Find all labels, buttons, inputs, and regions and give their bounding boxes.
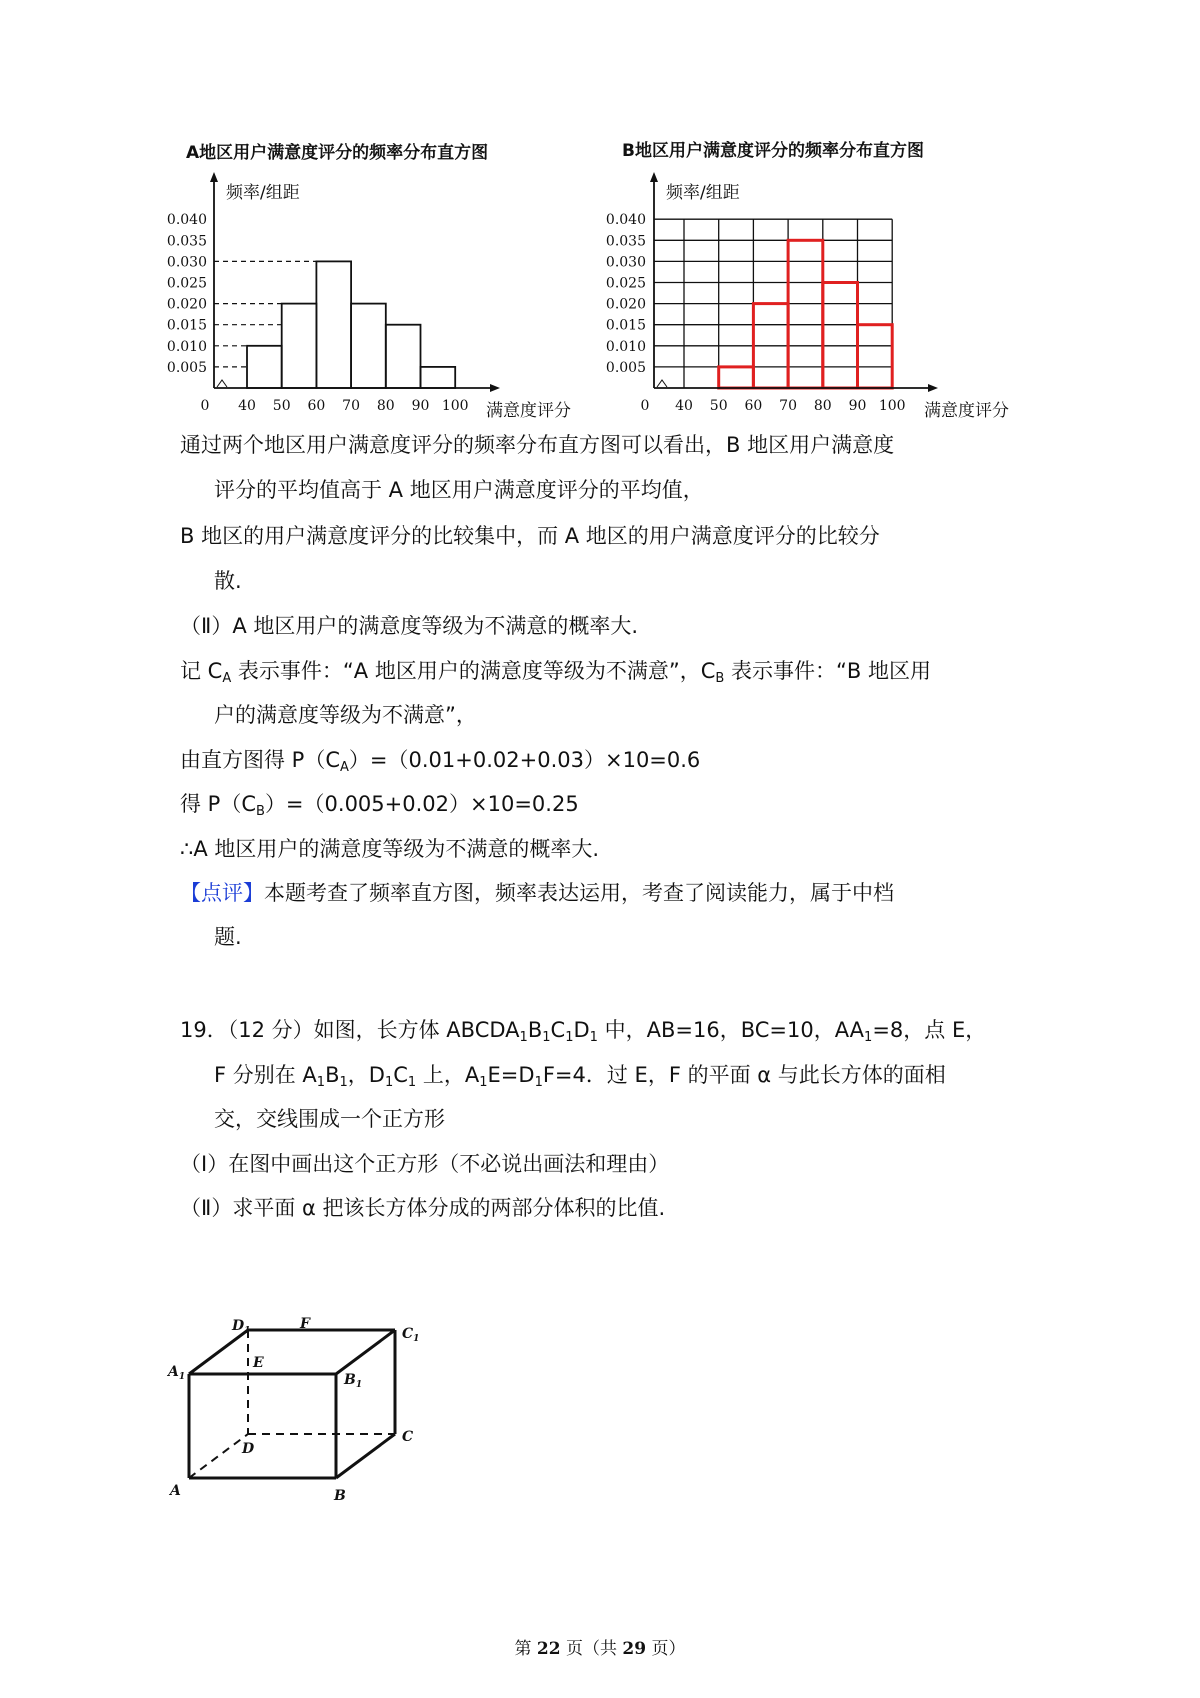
y-tick-label: 0.025 — [605, 275, 646, 292]
y-tick-label: 0.040 — [166, 212, 207, 229]
question-19-part-2: （Ⅱ）求平面 α 把该长方体分成的两部分体积的比值. — [180, 1196, 666, 1220]
cuboid-figure — [168, 1316, 436, 1524]
text-run: B — [527, 1018, 543, 1042]
subscript: 1 — [565, 1030, 574, 1045]
text-run: 由直方图得 P（C — [180, 748, 341, 772]
comment-tag: 【点评】 — [180, 881, 264, 905]
subscript: 1 — [407, 1075, 417, 1090]
y-tick-label: 0.035 — [166, 233, 207, 250]
histogram-bar — [351, 304, 386, 388]
question-19-line — [180, 1015, 986, 1045]
vertex-label-d: D — [242, 1441, 255, 1457]
current-page: 22 — [536, 1639, 561, 1659]
x-tick-label: 40 — [675, 398, 693, 414]
text-run: =8，点 E， — [872, 1018, 987, 1042]
y-tick-label: 0.005 — [605, 359, 646, 376]
x-tick-label: 70 — [342, 398, 361, 414]
paragraph-line: （Ⅱ）A 地区用户的满意度等级为不满意的概率大. — [180, 614, 639, 638]
vertex-label-d1: $D_1$ — [232, 1318, 251, 1336]
histogram-a-svg — [150, 140, 600, 430]
y-axis-arrow — [650, 172, 658, 182]
x-tick-label: 0 — [200, 398, 210, 414]
text-run: 本题考查了频率直方图，频率表达运用，考查了阅读能力，属于中档 — [264, 881, 894, 905]
x-tick-label: 40 — [238, 398, 256, 414]
edge-b1c1 — [336, 1330, 395, 1374]
vertex-label-c: C — [402, 1429, 414, 1445]
y-axis-label: 频率/组距 — [666, 183, 740, 203]
x-tick-label: 50 — [709, 398, 728, 414]
paragraph-line: B 地区的用户满意度评分的比较集中，而 A 地区的用户满意度评分的比较分 — [180, 524, 880, 548]
total-pages: 29 — [622, 1639, 647, 1659]
x-tick-label: 100 — [878, 398, 906, 414]
point-label-e: E — [253, 1355, 264, 1371]
x-axis-label: 满意度评分 — [486, 401, 571, 421]
y-axis-arrow — [210, 172, 218, 182]
text-run: 记 C — [180, 659, 223, 683]
formula-line — [180, 745, 700, 775]
y-tick-label: 0.005 — [166, 359, 207, 376]
footer-text: 页） — [646, 1639, 686, 1659]
x-tick-label: 60 — [307, 398, 326, 414]
text-run: 得 P（C — [180, 792, 257, 816]
formula-line — [180, 789, 579, 819]
subscript: A — [222, 671, 232, 686]
chart-title: A地区用户满意度评分的频率分布直方图 — [186, 143, 489, 163]
paragraph-line: 通过两个地区用户满意度评分的频率分布直方图可以看出，B 地区用户满意度 — [180, 433, 895, 457]
edge-a1d1 — [189, 1330, 248, 1374]
cuboid-svg — [168, 1316, 436, 1520]
y-tick-label: 0.010 — [605, 338, 646, 355]
x-tick-label: 80 — [376, 398, 395, 414]
page-footer — [0, 1634, 1200, 1659]
chart-title: B地区用户满意度评分的频率分布直方图 — [622, 141, 924, 161]
paragraph-line: 评分的平均值高于 A 地区用户满意度评分的平均值， — [214, 478, 704, 502]
subscript: 1 — [384, 1075, 394, 1090]
vertex-label-c1: $C_1$ — [402, 1326, 420, 1344]
subscript: 1 — [589, 1030, 598, 1045]
y-tick-label: 0.035 — [605, 233, 646, 250]
x-tick-label: 0 — [640, 398, 650, 414]
vertex-label-a: A — [170, 1483, 181, 1499]
x-tick-label: 90 — [411, 398, 430, 414]
question-19-line — [214, 1060, 946, 1090]
x-tick-label: 80 — [813, 398, 832, 414]
text-run: ，D — [347, 1063, 385, 1087]
y-tick-label: 0.040 — [605, 212, 646, 229]
text-run: ）=（0.01+0.02+0.03）×10=0.6 — [348, 748, 701, 772]
histogram-bar — [386, 325, 421, 388]
vertex-label-a1: $A_1$ — [168, 1364, 186, 1382]
histogram-bar — [858, 325, 893, 388]
text-run: C — [393, 1063, 408, 1087]
x-axis-arrow — [928, 384, 938, 392]
histogram-bar — [282, 304, 317, 388]
x-tick-label: 90 — [848, 398, 867, 414]
question-19-part-1: （Ⅰ）在图中画出这个正方形（不必说出画法和理由） — [180, 1152, 670, 1176]
histogram-bar — [247, 346, 282, 388]
x-tick-label: 100 — [441, 398, 469, 414]
text-run: C — [550, 1018, 566, 1042]
x-axis-arrow — [490, 384, 500, 392]
y-tick-label: 0.030 — [166, 254, 207, 271]
vertex-label-b: B — [334, 1488, 346, 1504]
text-run: A — [505, 1018, 520, 1042]
histogram-b-svg — [600, 140, 1050, 430]
y-tick-label: 0.030 — [605, 254, 646, 271]
histogram-bar — [788, 240, 823, 388]
y-tick-label: 0.015 — [605, 317, 646, 334]
y-axis-label: 频率/组距 — [226, 183, 300, 203]
y-tick-label: 0.025 — [166, 275, 207, 292]
paragraph-line: 散. — [214, 569, 242, 593]
axis-break-mark — [217, 380, 227, 387]
text-run: B — [325, 1063, 340, 1087]
histogram-bar — [719, 367, 754, 388]
paragraph-line: 题. — [214, 925, 242, 949]
y-tick-label: 0.015 — [166, 317, 207, 334]
vertex-label-b1: $B_1$ — [344, 1372, 363, 1390]
question-19-line: 交，交线围成一个正方形 — [214, 1107, 445, 1131]
y-tick-label: 0.010 — [166, 338, 207, 355]
text-run: ）=（0.005+0.02）×10=0.25 — [264, 792, 579, 816]
y-tick-label: 0.020 — [605, 296, 646, 313]
text-run: 上，A — [416, 1063, 480, 1087]
subscript: 1 — [316, 1075, 326, 1090]
hidden-edge-ad — [189, 1434, 248, 1478]
subscript: B — [256, 804, 265, 819]
histogram-bar — [823, 283, 858, 389]
axis-break-mark — [657, 380, 667, 387]
text-run: F 分别在 A — [214, 1063, 317, 1087]
conclusion-line: ∴A 地区用户的满意度等级为不满意的概率大. — [180, 837, 600, 861]
subscript: 1 — [339, 1075, 348, 1090]
subscript: 1 — [519, 1030, 528, 1045]
subscript: B — [715, 671, 725, 686]
text-run: 表示事件：“B 地区用 — [724, 659, 931, 683]
histogram-bar — [316, 261, 351, 388]
text-run: F=4．过 E，F 的平面 α 与此长方体的面相 — [542, 1063, 946, 1087]
subscript: 1 — [864, 1030, 873, 1045]
text-run: D — [573, 1018, 590, 1042]
comment-line — [180, 878, 894, 908]
histogram-bar — [421, 367, 456, 388]
histogram-region-a — [150, 140, 600, 430]
edge-bc — [336, 1434, 395, 1478]
subscript: 1 — [534, 1075, 543, 1090]
text-run: E=D — [487, 1063, 535, 1087]
text-run: 表示事件：“A 地区用户的满意度等级为不满意”，C — [231, 659, 716, 683]
subscript: 1 — [542, 1030, 551, 1045]
y-tick-label: 0.020 — [166, 296, 207, 313]
x-tick-label: 70 — [779, 398, 798, 414]
footer-text: 第 — [514, 1639, 537, 1659]
text-run: 中，AB=16，BC=10，AA — [597, 1018, 865, 1042]
subscript: A — [340, 760, 349, 775]
x-tick-label: 60 — [744, 398, 763, 414]
subscript: 1 — [479, 1075, 488, 1090]
paragraph-line: 户的满意度等级为不满意”， — [214, 703, 477, 727]
histogram-region-b — [600, 140, 1050, 430]
x-tick-label: 50 — [272, 398, 291, 414]
text-run: 19．（12 分）如图，长方体 ABCD — [180, 1018, 506, 1042]
point-label-f: F — [300, 1316, 310, 1332]
x-axis-label: 满意度评分 — [924, 401, 1009, 421]
paragraph-line — [180, 656, 931, 686]
footer-text: 页（共 — [560, 1639, 623, 1659]
